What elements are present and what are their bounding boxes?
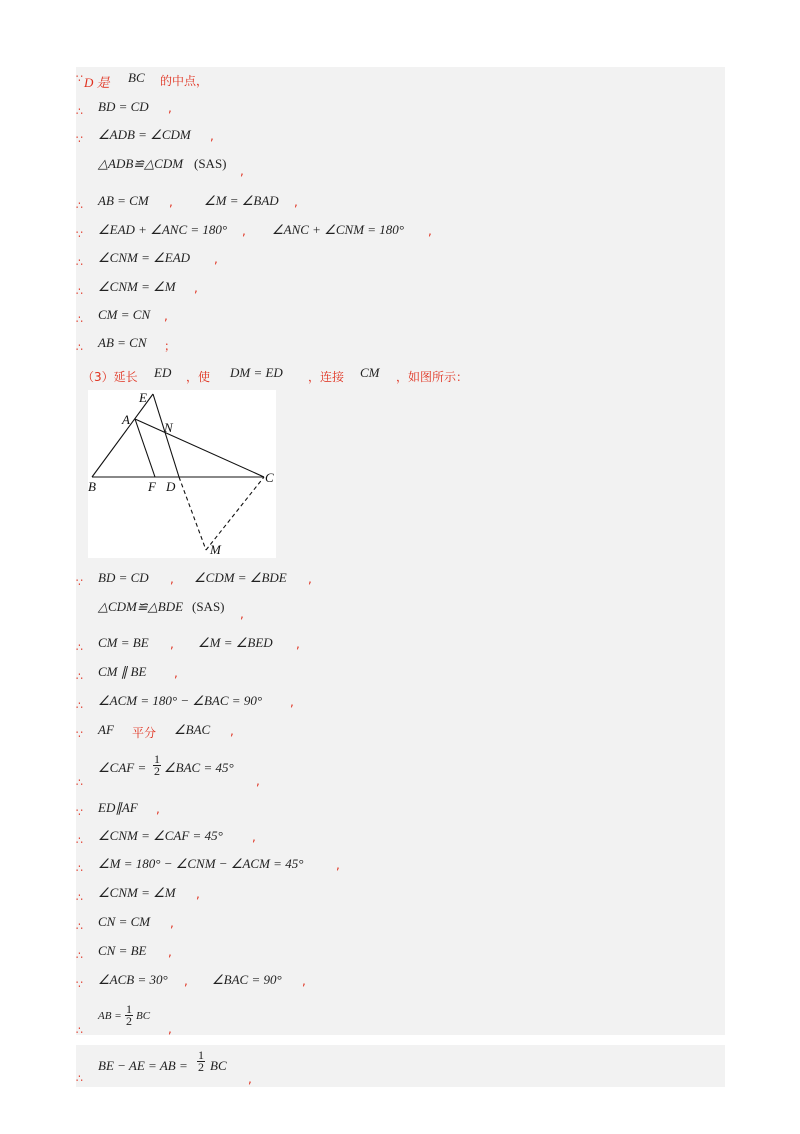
fraction-denominator: 2 bbox=[198, 1060, 204, 1074]
punctuation: , bbox=[240, 607, 244, 621]
math-expression: ∠ACB = 30° bbox=[98, 972, 168, 987]
triangle-diagram bbox=[88, 390, 276, 558]
because-symbol: ∵ bbox=[76, 728, 83, 741]
fraction bbox=[196, 1050, 206, 1073]
proof-text: ，连接 bbox=[308, 370, 345, 384]
geometry-figure bbox=[88, 390, 276, 558]
math-expression: (SAS) bbox=[192, 599, 225, 614]
math-expression: ∠M = ∠BAD bbox=[204, 193, 279, 208]
punctuation: , bbox=[296, 637, 300, 651]
math-expression: ∠BAC = 45° bbox=[164, 760, 234, 775]
label-c: C bbox=[265, 470, 274, 485]
punctuation: , bbox=[294, 195, 298, 209]
punctuation: , bbox=[248, 1072, 252, 1086]
math-expression: CM = CN bbox=[98, 307, 151, 322]
math-expression: ∠ANC + ∠CNM = 180° bbox=[272, 222, 405, 237]
math-expression: ∠CDM = ∠BDE bbox=[194, 570, 287, 585]
because-symbol: ∵ bbox=[76, 228, 83, 241]
punctuation: , bbox=[290, 695, 294, 709]
math-expression: ∠EAD + ∠ANC = 180° bbox=[98, 222, 228, 237]
therefore-symbol: ∴ bbox=[76, 641, 83, 654]
segment-be bbox=[92, 394, 153, 477]
fraction bbox=[124, 1004, 134, 1027]
math-expression: CM ∥ BE bbox=[98, 664, 147, 679]
punctuation: , bbox=[256, 774, 260, 788]
math-expression: ∠M = 180° − ∠CNM − ∠ACM = 45° bbox=[98, 856, 304, 871]
therefore-symbol: ∴ bbox=[76, 670, 83, 683]
therefore-symbol: ∴ bbox=[76, 1024, 83, 1037]
fraction-denominator: 2 bbox=[126, 1014, 132, 1028]
punctuation: , bbox=[252, 830, 256, 844]
math-expression: BC bbox=[210, 1058, 227, 1073]
math-expression: BD = CD bbox=[98, 99, 149, 114]
math-expression: BD = CD bbox=[98, 570, 149, 585]
punctuation: , bbox=[164, 309, 168, 323]
therefore-symbol: ∴ bbox=[76, 699, 83, 712]
fraction-numerator: 1 bbox=[126, 1002, 132, 1016]
punctuation: , bbox=[308, 572, 312, 586]
label-d: D bbox=[166, 479, 176, 494]
math-expression: ∠ADB = ∠CDM bbox=[98, 127, 191, 142]
math-expression: AF bbox=[98, 722, 114, 737]
proof-text: 平分 bbox=[132, 726, 157, 740]
math-expression: (SAS) bbox=[194, 156, 227, 171]
punctuation: , bbox=[214, 252, 218, 266]
punctuation: , bbox=[196, 887, 200, 901]
therefore-symbol: ∴ bbox=[76, 949, 83, 962]
math-expression: AB = CM bbox=[98, 193, 149, 208]
because-symbol: ∵ bbox=[76, 806, 83, 819]
math-expression: ED∥AF bbox=[98, 800, 138, 815]
math-expression: ED bbox=[154, 365, 172, 380]
punctuation: , bbox=[156, 802, 160, 816]
punctuation: , bbox=[230, 724, 234, 738]
proof-text: 的中点， bbox=[160, 74, 209, 88]
segment-cm bbox=[206, 477, 264, 550]
fraction-numerator: 1 bbox=[198, 1048, 204, 1062]
math-expression: DM = ED bbox=[230, 365, 283, 380]
punctuation: ； bbox=[164, 339, 177, 353]
punctuation: , bbox=[336, 858, 340, 872]
math-expression: △ADB≌△CDM bbox=[98, 156, 184, 171]
math-expression: ∠CNM = ∠EAD bbox=[98, 250, 191, 265]
therefore-symbol: ∴ bbox=[76, 920, 83, 933]
math-expression: BC bbox=[128, 70, 145, 85]
punctuation: , bbox=[168, 945, 172, 959]
punctuation: , bbox=[168, 1022, 172, 1036]
math-expression: ∠CNM = ∠M bbox=[98, 279, 176, 294]
math-expression: CM = BE bbox=[98, 635, 149, 650]
punctuation: , bbox=[210, 129, 214, 143]
fraction-denominator: 2 bbox=[154, 764, 160, 778]
label-f: F bbox=[148, 479, 156, 494]
therefore-symbol: ∴ bbox=[76, 105, 83, 118]
because-symbol: ∵ bbox=[76, 978, 83, 991]
therefore-symbol: ∴ bbox=[76, 341, 83, 354]
punctuation: , bbox=[242, 224, 246, 238]
segment-af bbox=[135, 419, 155, 477]
therefore-symbol: ∴ bbox=[76, 1072, 83, 1085]
because-symbol: ∵ bbox=[76, 133, 83, 146]
punctuation: , bbox=[169, 195, 173, 209]
punctuation: , bbox=[170, 637, 174, 651]
label-m: M bbox=[210, 542, 221, 557]
fraction bbox=[152, 754, 162, 777]
segment-ac bbox=[135, 419, 264, 477]
therefore-symbol: ∴ bbox=[76, 199, 83, 212]
punctuation: , bbox=[170, 916, 174, 930]
therefore-symbol: ∴ bbox=[76, 891, 83, 904]
segment-dm bbox=[179, 477, 206, 550]
math-expression: ∠CNM = ∠M bbox=[98, 885, 176, 900]
punctuation: , bbox=[174, 666, 178, 680]
math-expression: ∠BAC = 90° bbox=[212, 972, 282, 987]
punctuation: , bbox=[302, 974, 306, 988]
math-expression: BE − AE = AB = bbox=[98, 1058, 188, 1073]
therefore-symbol: ∴ bbox=[76, 776, 83, 789]
segment-ed bbox=[153, 394, 179, 477]
math-expression: △CDM≌△BDE bbox=[98, 599, 184, 614]
punctuation: , bbox=[184, 974, 188, 988]
therefore-symbol: ∴ bbox=[76, 285, 83, 298]
label-b: B bbox=[88, 479, 96, 494]
proof-text: D 是 bbox=[84, 75, 110, 90]
label-a: A bbox=[122, 412, 130, 427]
punctuation: , bbox=[240, 164, 244, 178]
math-expression: ∠BAC bbox=[174, 722, 211, 737]
fraction-numerator: 1 bbox=[154, 752, 160, 766]
math-expression: CN = BE bbox=[98, 943, 147, 958]
proof-text: ，使 bbox=[186, 370, 211, 384]
therefore-symbol: ∴ bbox=[76, 834, 83, 847]
math-expression: ∠CAF = bbox=[98, 760, 147, 775]
because-symbol: ∵ bbox=[76, 72, 83, 85]
therefore-symbol: ∴ bbox=[76, 862, 83, 875]
math-expression: ∠ACM = 180° − ∠BAC = 90° bbox=[98, 693, 263, 708]
math-expression: CM bbox=[360, 365, 380, 380]
label-e: E bbox=[139, 390, 147, 405]
math-expression: AB = CN bbox=[98, 335, 147, 350]
therefore-symbol: ∴ bbox=[76, 313, 83, 326]
proof-text: ，如图所示： bbox=[396, 370, 469, 384]
punctuation: , bbox=[428, 224, 432, 238]
math-expression: CN = CM bbox=[98, 914, 151, 929]
math-expression: AB = bbox=[98, 1010, 122, 1022]
punctuation: , bbox=[194, 281, 198, 295]
because-symbol: ∵ bbox=[76, 576, 83, 589]
punctuation: , bbox=[170, 572, 174, 586]
math-expression: ∠CNM = ∠CAF = 45° bbox=[98, 828, 223, 843]
label-n: N bbox=[164, 420, 173, 435]
math-expression: BC bbox=[136, 1010, 151, 1022]
punctuation: , bbox=[168, 101, 172, 115]
proof-text: （3）延长 bbox=[82, 370, 138, 384]
math-expression: ∠M = ∠BED bbox=[198, 635, 273, 650]
therefore-symbol: ∴ bbox=[76, 256, 83, 269]
